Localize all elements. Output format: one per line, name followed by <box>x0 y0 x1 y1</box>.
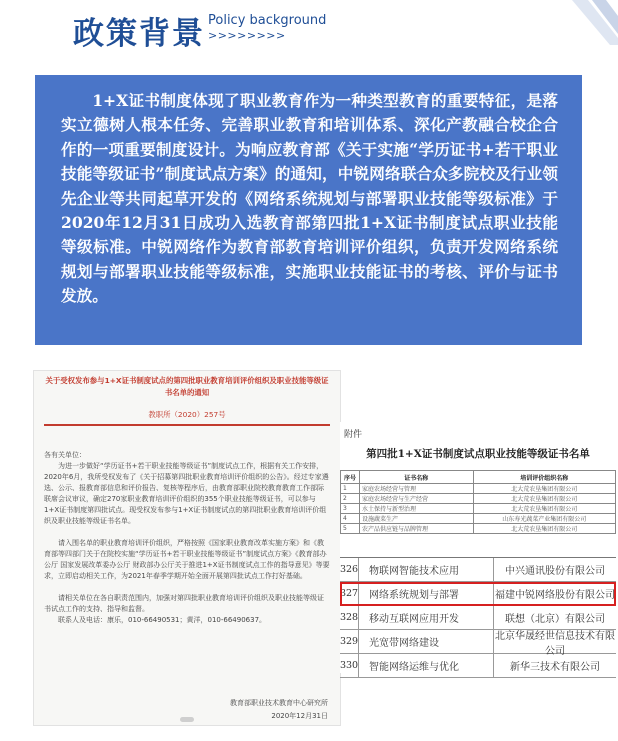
organization-name: 北大荒农垦集团有限公司 <box>473 484 615 494</box>
notice-issuer: 教育部职业技术教育中心研究所 <box>230 699 328 707</box>
certificate-name: 家庭农场经营与生产经营 <box>360 494 474 504</box>
certificate-name: 智能网络运维与优化 <box>359 654 494 677</box>
row-number: 326 <box>340 558 359 581</box>
notice-date: 2020年12月31日 <box>271 712 328 720</box>
table-row <box>341 514 616 524</box>
organization-name: 福建中锐网络股份有限公司 <box>495 590 615 601</box>
notice-title: 关于受权发布参与1+X证书制度试点的第四批职业教育培训评价组织及职业技能等级证书名单的通知 <box>45 376 329 397</box>
organization-name: 联想（北京）有限公司 <box>505 614 605 625</box>
table-row <box>341 494 616 504</box>
corner-stripe-decoration <box>548 0 618 45</box>
certificate-name: 农产品供应链与品牌管理 <box>360 524 474 534</box>
intro-paragraph: 1+X证书制度体现了职业教育作为一种类型教育的重要特征，是落实立德树人根本任务、完善职业教育和培训体系、深化产教融合校企合作的一项重要制度设计。为响应教育部《关于实施“学历证书+若干职业技能等级证书”制度试点方案》的通知，中锐网络联合众多院校及行业领先企业等共同起草开发的《网络系统规划与部署职业技能等级标准》于2020年12月31日成功入选教育部第四批1+X证书制度试点职业技能等级标准。中锐网络作为教育部教育培训评价组织，负责开发网络系统规划与部署职业技能等级标准，实施职业技能证书的考核、评价与证书发放。 <box>61 91 558 306</box>
page-title: 政策背景 <box>73 16 205 52</box>
certificate-name: 物联网智能技术应用 <box>359 558 494 581</box>
row-number: 1 <box>341 484 360 494</box>
table-row <box>341 524 616 534</box>
notice-paragraph: 请入围名单的职业教育培训评价组织，严格按照《国家职业教育改革实施方案》和《教育部等四部门关于在院校实施“学历证书+若干职业技能等级证书”制度试点方案》《教育部办公厅 国家发展改革委办公厅 财政部办公厅关于推进1+X证书制度试点工作的指导意见》等要求，立即启动相关工作，为2021年春季学期开始全面开展第四批试点工作打好基础。 <box>44 539 330 580</box>
table-header-row <box>341 471 616 484</box>
organization-name: 中兴通讯股份有限公司 <box>505 566 605 577</box>
column-header: 序号 <box>341 471 360 484</box>
row-number: 327 <box>340 582 359 605</box>
organization-name: 新华三技术有限公司 <box>510 662 600 673</box>
table-row <box>341 484 616 494</box>
certificate-name: 家庭农场经营与管理 <box>360 484 474 494</box>
appendix-title: 第四批1+X证书制度试点职业技能等级证书名单 <box>366 448 590 460</box>
notice-doc-number: 教职所（2020）257号 <box>148 410 226 419</box>
notice-paragraph: 联系人及电话：康乐，010-66490531；黄洋，010-66490637。 <box>58 616 267 624</box>
notice-document <box>33 370 341 726</box>
organization-name: 北大荒农垦集团有限公司 <box>473 524 615 534</box>
appendix-table <box>340 470 616 534</box>
organization-name: 北京华晟经世信息技术有限公司 <box>495 630 615 657</box>
organization-name: 北大荒农垦集团有限公司 <box>473 494 615 504</box>
row-number: 330 <box>340 654 359 677</box>
notice-red-rule <box>44 424 330 426</box>
row-number: 328 <box>340 606 359 629</box>
notice-salutation: 各有关单位： <box>44 451 86 459</box>
table-row <box>341 504 616 514</box>
scroll-indicator <box>180 717 194 722</box>
certificate-name: 网络系统规划与部署 <box>359 582 494 605</box>
zoom-row <box>340 558 616 582</box>
organization-name: 山东寿光蔬菜产业集团有限公司 <box>473 514 615 524</box>
zoomed-table <box>340 557 616 673</box>
notice-body <box>44 450 330 626</box>
intro-box <box>35 75 582 345</box>
row-number: 5 <box>341 524 360 534</box>
notice-paragraph: 请相关单位在各自职责范围内，加强对第四批职业教育培训评价组织及职业技能等级证书试点工作的支持、指导和监督。 <box>44 594 324 613</box>
row-number: 2 <box>341 494 360 504</box>
organization-name: 北大荒农垦集团有限公司 <box>473 504 615 514</box>
certificate-name: 水土保持与新型治理 <box>360 504 474 514</box>
notice-paragraph: 为进一步做好“学历证书+若干职业技能等级证书”制度试点工作，根据有关工作安排，2020年6月，我所受权发布了《关于招募第四批职业教育培训评价组织的公告》。经过专家遴选、公示、报教育部信息和评价报告、复核等程序后，由教育部职业院校教育教育工作部际联席会议审议，确定270家职业教育培训评价组织的355个职业技能等级证书，可以参与1+X证书制度第四批试点。现受权发布参与1+X证书制度试点的第四批职业教育培训评价组织及职业技能等级证书名单。 <box>44 462 329 525</box>
appendix-label: 附件 <box>344 430 363 440</box>
certificate-name: 光宽带网络建设 <box>359 630 494 653</box>
row-number: 329 <box>340 630 359 653</box>
row-number: 4 <box>341 514 360 524</box>
zoom-row <box>340 654 616 678</box>
certificate-name: 移动互联网应用开发 <box>359 606 494 629</box>
page-subtitle: Policy background <box>208 13 327 28</box>
column-header: 证书名称 <box>360 471 474 484</box>
row-number: 3 <box>341 504 360 514</box>
highlighted-row <box>340 582 616 606</box>
arrow-decoration: >>>>>>>> <box>208 29 286 42</box>
column-header: 培训评价组织名称 <box>473 471 615 484</box>
zoom-row <box>339 630 616 657</box>
certificate-name: 设施蔬菜生产 <box>360 514 474 524</box>
